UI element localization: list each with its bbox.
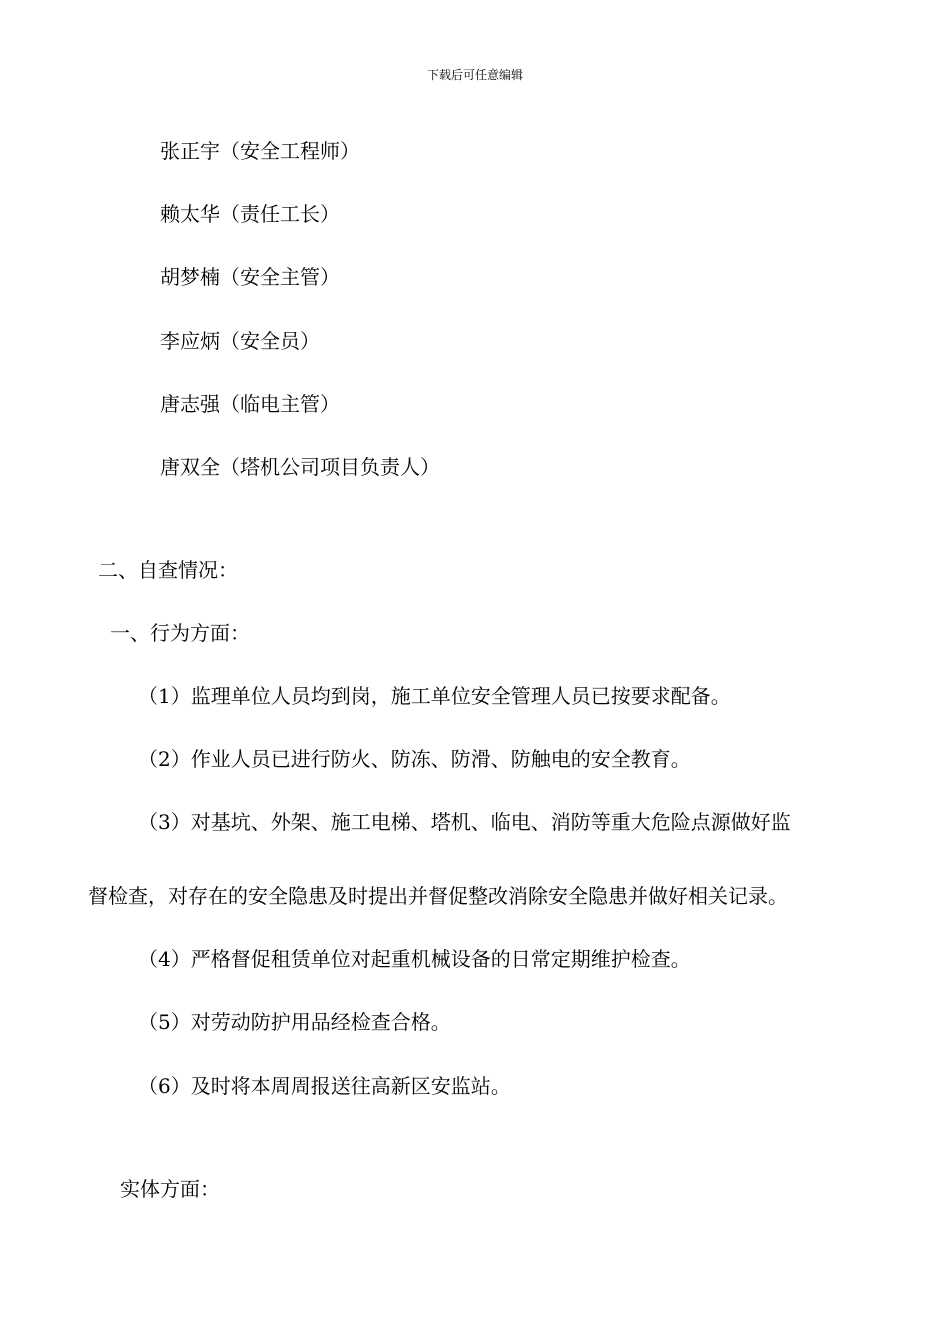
paragraph-line: 督检查，对存在的安全隐患及时提出并督促整改消除安全隐患并做好相关记录。 (88, 884, 788, 908)
member-line: 张正宇（安全工程师） (160, 139, 360, 163)
member-line: 赖太华（责任工长） (160, 202, 340, 226)
paragraph-line: （1）监理单位人员均到岗，施工单位安全管理人员已按要求配备。 (138, 684, 731, 708)
member-line: 唐双全（塔机公司项目负责人） (160, 455, 440, 479)
paragraph-line: （4）严格督促租赁单位对起重机械设备的日常定期维护检查。 (138, 947, 691, 971)
subsection-heading: 一、行为方面： (110, 621, 250, 645)
paragraph-line: （3）对基坑、外架、施工电梯、塔机、临电、消防等重大危险点源做好监 (138, 810, 791, 834)
member-line: 唐志强（临电主管） (160, 392, 340, 416)
member-line: 李应炳（安全员） (160, 329, 320, 353)
paragraph-line: （2）作业人员已进行防火、防冻、防滑、防触电的安全教育。 (138, 747, 691, 771)
member-line: 胡梦楠（安全主管） (160, 265, 340, 289)
paragraph-line: （5）对劳动防护用品经检查合格。 (138, 1010, 451, 1034)
section-heading: 二、自查情况： (98, 558, 238, 582)
page-header: 下载后可任意编辑 (426, 68, 523, 82)
subsection-heading: 实体方面： (120, 1177, 220, 1201)
paragraph-line: （6）及时将本周周报送往高新区安监站。 (138, 1074, 511, 1098)
